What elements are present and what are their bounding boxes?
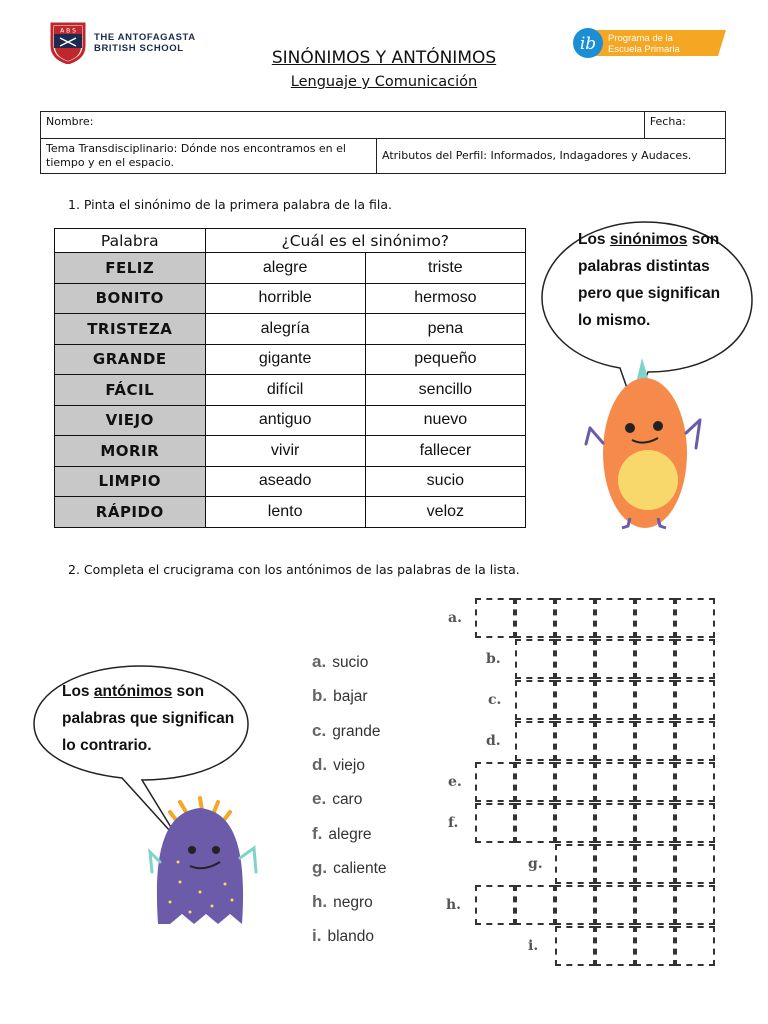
synonym-option-b[interactable]: fallecer bbox=[365, 436, 525, 467]
synonym-row-word: RÁPIDO bbox=[55, 497, 206, 528]
word-list-item bbox=[312, 721, 380, 741]
synonym-row bbox=[55, 405, 526, 436]
word-list-item bbox=[312, 926, 374, 946]
bubble1-post: son bbox=[687, 231, 720, 248]
synonym-row-word: FELIZ bbox=[55, 253, 206, 284]
synonyms-bubble-text bbox=[578, 226, 720, 334]
synonym-option-a[interactable]: aseado bbox=[205, 466, 365, 497]
crossword-cell[interactable] bbox=[595, 721, 635, 761]
crossword-cell[interactable] bbox=[675, 762, 715, 802]
synonym-option-a[interactable]: vivir bbox=[205, 436, 365, 467]
crossword-cell[interactable] bbox=[515, 885, 555, 925]
crossword-cell[interactable] bbox=[555, 885, 595, 925]
crossword-row-label: g. bbox=[528, 856, 543, 872]
instruction-antonyms: 2. Completa el crucigrama con los antónimos de las palabras de la lista. bbox=[68, 562, 520, 577]
synonym-option-a[interactable]: alegría bbox=[205, 314, 365, 345]
bubble2-line2: palabras que significan bbox=[62, 710, 235, 727]
crossword-cell[interactable] bbox=[475, 762, 515, 802]
synonym-option-b[interactable]: hermoso bbox=[365, 283, 525, 314]
synonym-row bbox=[55, 283, 526, 314]
word-list-letter: a. bbox=[312, 652, 327, 671]
word-list-letter: i. bbox=[312, 926, 322, 946]
col-header-question: ¿Cuál es el sinónimo? bbox=[205, 229, 525, 253]
crossword-row-label: f. bbox=[448, 815, 459, 831]
word-list-item bbox=[312, 789, 362, 809]
synonym-row bbox=[55, 344, 526, 375]
synonym-row-word: GRANDE bbox=[55, 344, 206, 375]
instruction-synonyms: 1. Pinta el sinónimo de la primera palabra de la fila. bbox=[68, 197, 392, 212]
crossword-cell[interactable] bbox=[635, 803, 675, 843]
crossword-grid bbox=[440, 596, 740, 976]
antonyms-bubble-text bbox=[62, 678, 234, 759]
crossword-cell[interactable] bbox=[555, 639, 595, 679]
crossword-row-label: c. bbox=[488, 692, 502, 708]
synonym-row bbox=[55, 436, 526, 467]
bubble1-line2: palabras distintas bbox=[578, 258, 710, 275]
word-list-letter: d. bbox=[312, 754, 328, 774]
word-list-item bbox=[312, 755, 365, 775]
crossword-row-label: i. bbox=[528, 938, 539, 954]
synonym-option-a[interactable]: alegre bbox=[205, 253, 365, 284]
school-logo-text: A B S bbox=[60, 27, 76, 35]
synonym-row bbox=[55, 466, 526, 497]
word-list-item bbox=[312, 892, 373, 912]
word-list-word: bajar bbox=[333, 688, 368, 706]
ib-line1: Programa de la bbox=[608, 33, 673, 44]
crossword-cell[interactable] bbox=[635, 639, 675, 679]
word-list-word: blando bbox=[327, 928, 374, 946]
crossword-cell[interactable] bbox=[555, 803, 595, 843]
crossword-cell[interactable] bbox=[675, 721, 715, 761]
word-list-letter: b. bbox=[312, 686, 328, 706]
synonym-option-b[interactable]: nuevo bbox=[365, 405, 525, 436]
school-name-line1: THE ANTOFAGASTA bbox=[94, 32, 196, 43]
synonym-option-b[interactable]: pena bbox=[365, 314, 525, 345]
crossword-cell[interactable] bbox=[675, 680, 715, 720]
crossword-cell[interactable] bbox=[555, 598, 595, 638]
crossword-cell[interactable] bbox=[675, 844, 715, 884]
bubble2-post: son bbox=[172, 683, 205, 700]
bubble1-key: sinónimos bbox=[609, 231, 688, 248]
crossword-cell[interactable] bbox=[595, 885, 635, 925]
attributes-cell: Atributos del Perfil: Informados, Indagadores y Audaces. bbox=[377, 139, 726, 174]
synonym-row-word: LIMPIO bbox=[55, 466, 206, 497]
bubble1-line3: pero que significan bbox=[578, 285, 721, 302]
synonym-row bbox=[55, 253, 526, 284]
synonym-row bbox=[55, 375, 526, 406]
bubble2-pre: Los bbox=[62, 683, 94, 700]
crossword-cell[interactable] bbox=[635, 598, 675, 638]
date-field[interactable] bbox=[644, 112, 725, 139]
name-label: Nombre: bbox=[46, 115, 94, 128]
word-list-item bbox=[312, 652, 368, 672]
crossword-cell[interactable] bbox=[475, 803, 515, 843]
crossword-cell[interactable] bbox=[675, 926, 715, 966]
crossword-cell[interactable] bbox=[595, 598, 635, 638]
bubble1-pre: Los bbox=[578, 231, 610, 248]
crossword-cell[interactable] bbox=[555, 844, 595, 884]
synonym-option-a[interactable]: lento bbox=[205, 497, 365, 528]
ib-line2: Escuela Primaria bbox=[608, 44, 680, 55]
synonym-option-b[interactable]: triste bbox=[365, 253, 525, 284]
synonym-row-word: FÁCIL bbox=[55, 375, 206, 406]
crossword-row-label: e. bbox=[448, 774, 462, 790]
synonym-option-a[interactable]: horrible bbox=[205, 283, 365, 314]
synonym-option-a[interactable]: difícil bbox=[205, 375, 365, 406]
word-list-word: caliente bbox=[333, 859, 387, 877]
page-title: SINÓNIMOS Y ANTÓNIMOS bbox=[271, 48, 497, 68]
synonym-option-a[interactable]: antiguo bbox=[205, 405, 365, 436]
synonym-row bbox=[55, 314, 526, 345]
crossword-cell[interactable] bbox=[635, 926, 675, 966]
crossword-row-label: d. bbox=[486, 733, 501, 749]
bubble2-key: antónimos bbox=[93, 683, 173, 700]
synonym-option-b[interactable]: sencillo bbox=[365, 375, 525, 406]
crossword-cell[interactable] bbox=[475, 598, 515, 638]
word-list-word: sucio bbox=[332, 654, 369, 671]
word-list-letter: c. bbox=[312, 720, 327, 740]
crossword-cell[interactable] bbox=[635, 844, 675, 884]
crossword-cell[interactable] bbox=[635, 885, 675, 925]
bubble1-line4: lo mismo. bbox=[578, 312, 651, 329]
synonym-option-b[interactable]: veloz bbox=[365, 497, 525, 528]
page-subtitle: Lenguaje y Comunicación bbox=[290, 74, 478, 90]
synonym-option-b[interactable]: sucio bbox=[365, 466, 525, 497]
crossword-cell[interactable] bbox=[675, 598, 715, 638]
synonym-row-word: MORIR bbox=[55, 436, 206, 467]
purple-monster-illustration bbox=[150, 798, 256, 924]
crossword-cell[interactable] bbox=[515, 762, 555, 802]
crossword-cell[interactable] bbox=[595, 803, 635, 843]
synonyms-table bbox=[54, 228, 526, 528]
synonym-option-a[interactable]: gigante bbox=[205, 344, 365, 375]
word-list-item bbox=[312, 858, 387, 878]
school-name-line2: BRITISH SCHOOL bbox=[94, 43, 184, 54]
crossword-cell[interactable] bbox=[635, 680, 675, 720]
word-list-item bbox=[312, 824, 371, 844]
crossword-row-label: h. bbox=[446, 897, 462, 913]
crossword-cell[interactable] bbox=[555, 721, 595, 761]
crossword-cell[interactable] bbox=[595, 844, 635, 884]
name-field[interactable] bbox=[41, 112, 645, 139]
crossword-cell[interactable] bbox=[515, 598, 555, 638]
orange-monster-illustration bbox=[586, 358, 700, 528]
crossword-cell[interactable] bbox=[515, 721, 555, 761]
crossword-cell[interactable] bbox=[555, 926, 595, 966]
word-list-letter: f. bbox=[312, 823, 323, 843]
crossword-cell[interactable] bbox=[555, 762, 595, 802]
word-list-word: viejo bbox=[333, 756, 365, 774]
crossword-cell[interactable] bbox=[515, 680, 555, 720]
word-list-letter: g. bbox=[312, 857, 328, 877]
crossword-row-label: b. bbox=[486, 651, 501, 667]
synonym-row-word: BONITO bbox=[55, 283, 206, 314]
word-list-word: negro bbox=[333, 894, 373, 912]
student-info-table bbox=[40, 111, 726, 174]
col-header-word: Palabra bbox=[55, 229, 206, 253]
crossword-cell[interactable] bbox=[675, 885, 715, 925]
synonym-option-b[interactable]: pequeño bbox=[365, 344, 525, 375]
ib-icon: ib bbox=[579, 34, 597, 54]
word-list-word: grande bbox=[332, 722, 381, 740]
word-list-letter: h. bbox=[312, 892, 328, 912]
word-list-word: alegre bbox=[328, 825, 372, 843]
word-list-item bbox=[312, 686, 368, 706]
bubble2-line3: lo contrario. bbox=[62, 737, 152, 754]
crossword-cell[interactable] bbox=[635, 721, 675, 761]
theme-cell: Tema Transdisciplinario: Dónde nos encontramos en el tiempo y en el espacio. bbox=[41, 139, 377, 174]
synonym-row-word: TRISTEZA bbox=[55, 314, 206, 345]
date-label: Fecha: bbox=[649, 115, 686, 128]
crossword-cell[interactable] bbox=[595, 762, 635, 802]
crossword-cell[interactable] bbox=[555, 680, 595, 720]
word-list-word: caro bbox=[332, 791, 363, 809]
word-list-letter: e. bbox=[312, 789, 327, 809]
synonym-row-word: VIEJO bbox=[55, 405, 206, 436]
crossword-cell[interactable] bbox=[635, 762, 675, 802]
crossword-cell[interactable] bbox=[595, 926, 635, 966]
crossword-cell[interactable] bbox=[675, 803, 715, 843]
crossword-row-label: a. bbox=[448, 610, 462, 626]
crossword-cell[interactable] bbox=[595, 680, 635, 720]
crossword-cell[interactable] bbox=[515, 803, 555, 843]
crossword-cell[interactable] bbox=[595, 639, 635, 679]
crossword-cell[interactable] bbox=[475, 885, 515, 925]
crossword-cell[interactable] bbox=[675, 639, 715, 679]
synonym-row bbox=[55, 497, 526, 528]
crossword-cell[interactable] bbox=[515, 639, 555, 679]
